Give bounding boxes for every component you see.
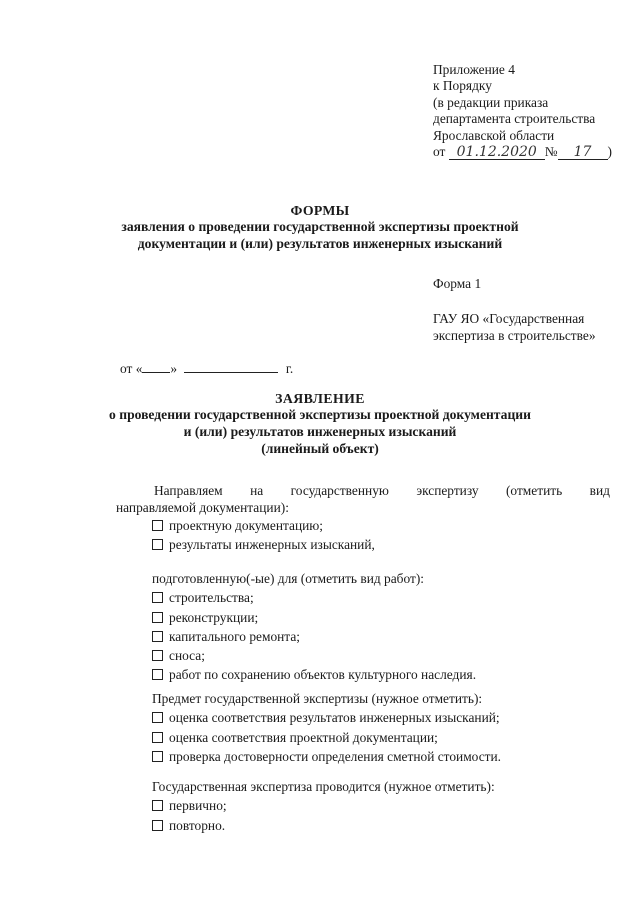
checkbox-item[interactable]: [152, 796, 495, 815]
intro-line-2: направляемой документации):: [116, 499, 289, 515]
intro-word: (отметить: [505, 483, 563, 498]
application-subtitle-line: (линейный объект): [261, 440, 379, 456]
subject-section: [152, 689, 501, 766]
checkbox-item[interactable]: [152, 608, 476, 627]
checkbox-label: оценка соответствия результатов инженерных изысканий;: [169, 710, 500, 726]
checkbox-label: первично;: [169, 798, 227, 814]
intro-word: Направляем: [154, 483, 223, 498]
checkbox-icon[interactable]: [152, 520, 163, 531]
close-paren: ): [607, 144, 612, 160]
application-subtitle-line: о проведении государственной экспертизы проектной документации: [109, 407, 531, 422]
handwritten-number: 17: [558, 146, 608, 160]
checkbox-label: строительства;: [169, 590, 254, 606]
checkbox-item[interactable]: [152, 816, 495, 835]
checkbox-item[interactable]: [152, 665, 476, 684]
intro-word: экспертизу: [416, 483, 479, 498]
checkbox-icon[interactable]: [152, 631, 163, 642]
checkbox-label: результаты инженерных изысканий,: [169, 537, 375, 553]
application-subtitle-line: и (или) результатов инженерных изысканий: [183, 423, 457, 439]
date-prefix: от «: [120, 361, 143, 376]
works-section: [152, 569, 476, 685]
from-prefix: от: [433, 144, 446, 160]
subject-label: Предмет государственной экспертизы (нужное отметить):: [152, 691, 483, 706]
checkbox-icon[interactable]: [152, 650, 163, 661]
mode-label: Государственная экспертиза проводится (нужное отметить):: [152, 779, 495, 794]
checkbox-item[interactable]: [152, 535, 375, 554]
checkbox-icon[interactable]: [152, 539, 163, 550]
checkbox-icon[interactable]: [152, 592, 163, 603]
forms-title: ФОРМЫ: [290, 203, 350, 218]
year-suffix: г.: [285, 361, 294, 376]
intro-line-1: [116, 483, 610, 500]
forms-subtitle-line: документации и (или) результатов инженерных изысканий: [137, 235, 503, 251]
checkbox-item[interactable]: [152, 627, 476, 646]
checkbox-icon[interactable]: [152, 612, 163, 623]
forms-subtitle-line: заявления о проведении государственной экспертизы проектной: [121, 219, 519, 234]
checkbox-label: сноса;: [169, 648, 205, 664]
appendix-block: [433, 62, 612, 160]
appendix-line: Ярославской области: [433, 127, 555, 143]
appendix-line: к Порядку: [433, 78, 492, 94]
checkbox-label: реконструкции;: [169, 609, 259, 625]
application-date-line: [120, 360, 293, 377]
intro-word: государственную: [290, 483, 389, 498]
forms-subtitle: [0, 219, 640, 253]
checkbox-icon[interactable]: [152, 669, 163, 680]
addressee-line: ГАУ ЯО «Государственная: [433, 311, 585, 326]
date-mid: »: [170, 361, 178, 376]
application-title: ЗАЯВЛЕНИЕ: [275, 391, 365, 406]
checkbox-label: проверка достоверности определения сметной стоимости.: [169, 748, 502, 764]
day-blank: [142, 360, 170, 373]
checkbox-item[interactable]: [152, 708, 501, 727]
doc-types-list: [152, 516, 375, 555]
addressee: [433, 311, 596, 344]
intro-word: на: [250, 483, 264, 498]
checkbox-item[interactable]: [152, 516, 375, 535]
checkbox-icon[interactable]: [152, 712, 163, 723]
appendix-line: (в редакции приказа: [433, 94, 549, 110]
handwritten-date: 01.12.2020: [449, 146, 545, 160]
addressee-line: экспертиза в строительстве»: [433, 327, 596, 343]
number-sign: №: [544, 144, 558, 160]
checkbox-label: повторно.: [169, 817, 226, 833]
checkbox-item[interactable]: [152, 747, 501, 766]
checkbox-label: оценка соответствия проектной документации;: [169, 729, 438, 745]
checkbox-item[interactable]: [152, 728, 501, 747]
appendix-line: департамента строительства: [433, 111, 596, 127]
checkbox-icon[interactable]: [152, 751, 163, 762]
checkbox-item[interactable]: [152, 588, 476, 607]
application-subtitle: [0, 407, 640, 457]
checkbox-icon[interactable]: [152, 820, 163, 831]
mode-section: [152, 777, 495, 835]
appendix-date-line: [433, 144, 612, 160]
checkbox-icon[interactable]: [152, 800, 163, 811]
month-year-blank: [184, 360, 278, 373]
checkbox-label: проектную документацию;: [169, 518, 323, 533]
checkbox-label: работ по сохранению объектов культурного наследия.: [169, 667, 477, 683]
intro-paragraph: [116, 483, 610, 516]
checkbox-item[interactable]: [152, 646, 476, 665]
intro-word: вид: [589, 483, 610, 498]
form-number: Форма 1: [433, 276, 482, 291]
checkbox-icon[interactable]: [152, 732, 163, 743]
works-label: подготовленную(-ые) для (отметить вид работ):: [152, 571, 425, 586]
checkbox-label: капитального ремонта;: [169, 628, 300, 644]
appendix-line: Приложение 4: [433, 62, 515, 77]
